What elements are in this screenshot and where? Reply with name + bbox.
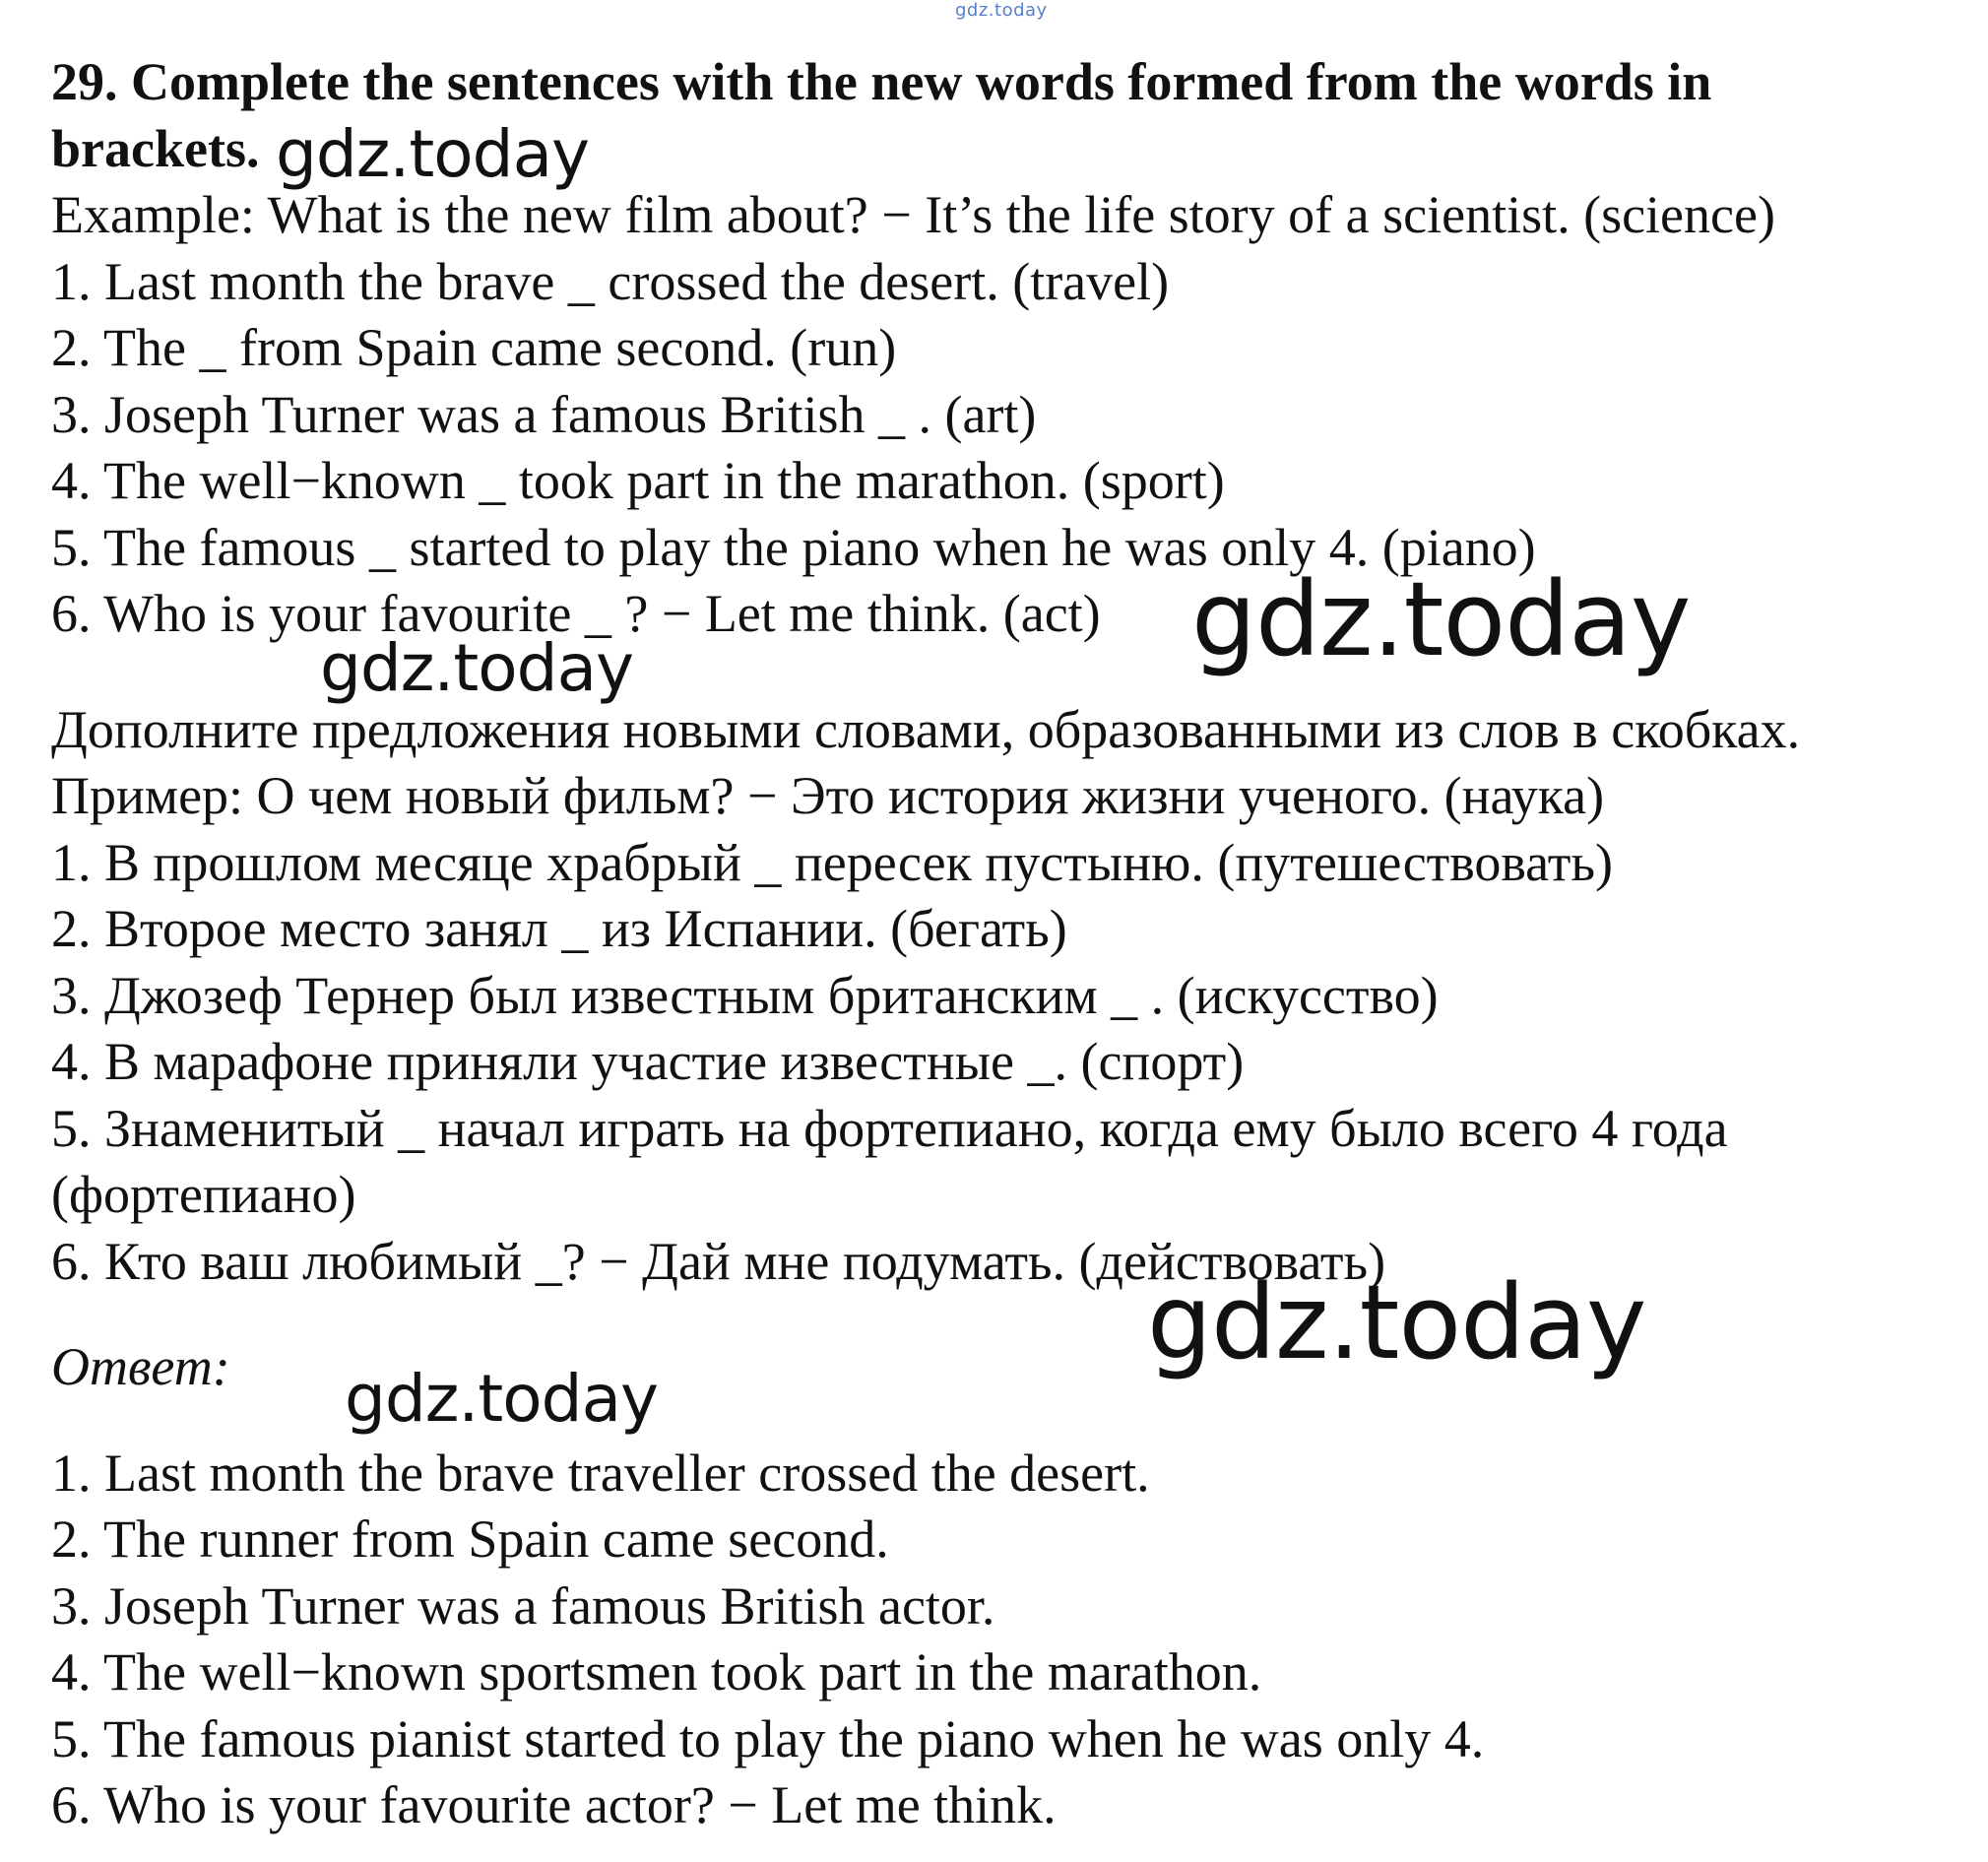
exercise-title: 29. Complete the sentences with the new words formed from the words in brackets.: [51, 52, 1712, 178]
watermark-5: gdz.today: [345, 1361, 659, 1437]
english-sentence-4: 4. The well−known _ took part in the marathon. (sport): [51, 451, 1225, 510]
answer-line-1: 1. Last month the brave traveller crossed the desert.: [51, 1443, 1150, 1503]
russian-sentence-3: 3. Джозеф Тернер был известным британским _ . (искусство): [51, 965, 1439, 1025]
english-sentence-1: 1. Last month the brave _ crossed the desert. (travel): [51, 251, 1170, 311]
answer-line-4: 4. The well−known sportsmen took part in the marathon.: [51, 1642, 1262, 1701]
english-sentence-6: 6. Who is your favourite _ ? − Let me think. (act): [51, 584, 1101, 643]
russian-sentence-6: 6. Кто ваш любимый _? − Дай мне подумать. (действовать): [51, 1231, 1386, 1291]
answer-sentences: [51, 1441, 1971, 1839]
english-sentence-3: 3. Joseph Turner was a famous British _ . (art): [51, 384, 1037, 444]
answer-line-6: 6. Who is your favourite actor? − Let me think.: [51, 1775, 1057, 1834]
english-sentence-5: 5. The famous _ started to play the piano when he was only 4. (piano): [51, 517, 1536, 577]
answer-label: Ответ:: [51, 1337, 230, 1396]
russian-sentence-5-cont: (фортепиано): [51, 1165, 356, 1224]
russian-sentence-1: 1. В прошлом месяце храбрый _ пересек пустыню. (путешествовать): [51, 832, 1613, 892]
russian-sentence-5: 5. Знаменитый _ начал играть на фортепиано, когда ему было всего 4 года: [51, 1098, 1728, 1158]
answer-line-2: 2. The runner from Spain came second.: [51, 1509, 889, 1569]
document-body: [51, 49, 1971, 1839]
english-example: Example: What is the new film about? − It’s the life story of a scientist. (science): [51, 185, 1775, 244]
english-sentence-2: 2. The _ from Spain came second. (run): [51, 318, 897, 377]
russian-sentence-4: 4. В марафоне приняли участие известные _. (спорт): [51, 1032, 1245, 1091]
russian-sentences: [51, 697, 1971, 1296]
watermark-2: gdz.today: [1191, 559, 1691, 679]
watermark-3: gdz.today: [320, 630, 634, 706]
russian-example: Пример: О чем новый фильм? − Это история жизни ученого. (наука): [51, 766, 1605, 825]
answer-line-5: 5. The famous pianist started to play the piano when he was only 4.: [51, 1708, 1485, 1768]
russian-instruction: Дополните предложения новыми словами, образованными из слов в скобках.: [51, 699, 1801, 759]
watermark-4: gdz.today: [1147, 1262, 1646, 1382]
answer-line-3: 3. Joseph Turner was a famous British actor.: [51, 1575, 995, 1636]
top-watermark: gdz.today: [955, 0, 1048, 21]
russian-sentence-2: 2. Второе место занял _ из Испании. (бегать): [51, 899, 1067, 958]
watermark-1: gdz.today: [276, 116, 590, 192]
